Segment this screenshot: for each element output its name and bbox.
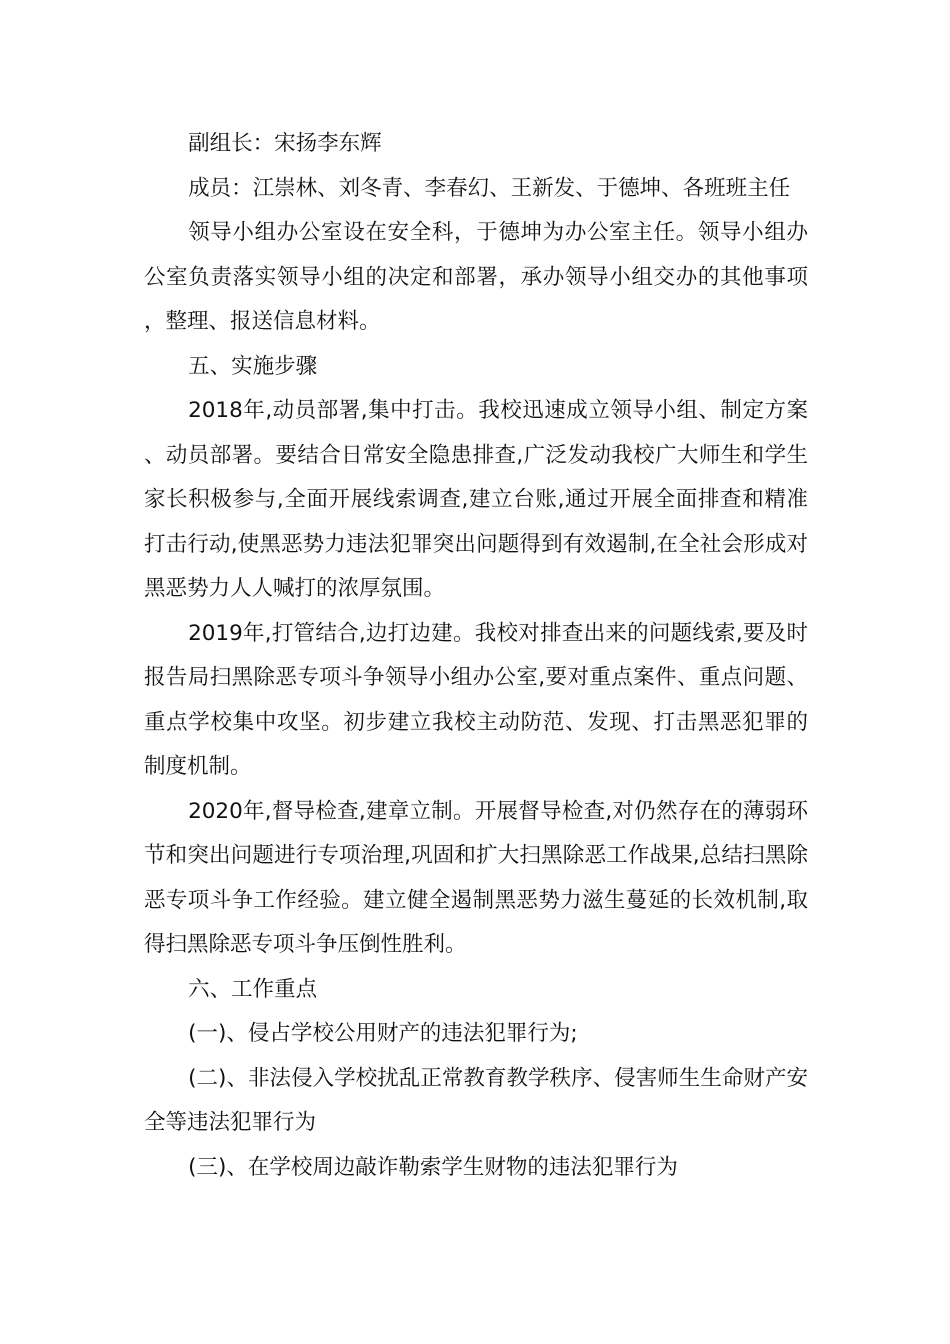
document-body (144, 122, 808, 1190)
focus-item-3: (三)、在学校周边敲诈勒索学生财物的违法犯罪行为 (188, 1154, 678, 1180)
deputy-leaders-line: 副组长：宋扬李东辉 (188, 131, 382, 156)
focus-item-2: (二)、非法侵入学校扰乱正常教育教学秩序、侵害师生生命财产安全等违法犯罪行为 (144, 1065, 808, 1135)
step-2018-paragraph: 2018年,动员部署,集中打击。我校迅速成立领导小组、制定方案、动员部署。要结合日常安全隐患排查,广泛发动我校广大师生和学生家长积极参与,全面开展线索调查,建立台账,通过开展全面排查和精准打击行动,使黑恶势力违法犯罪突出问题得到有效遏制,在全社会形成对黑恶势力人人喊打的浓厚氛围。 (144, 398, 808, 601)
office-paragraph: 领导小组办公室设在安全科，于德坤为办公室主任。领导小组办公室负责落实领导小组的决定和部署，承办领导小组交办的其他事项，整理、报送信息材料。 (144, 220, 808, 334)
section-heading-implementation-steps: 五、实施步骤 (188, 353, 318, 379)
step-2020-paragraph: 2020年,督导检查,建章立制。开展督导检查,对仍然存在的薄弱环节和突出问题进行专项治理,巩固和扩大扫黑除恶工作战果,总结扫黑除恶专项斗争工作经验。建立健全遏制黑恶势力滋生蔓延的长效机制,取得扫黑除恶专项斗争压倒性胜利。 (144, 798, 808, 957)
step-2019-paragraph: 2019年,打管结合,边打边建。我校对排查出来的问题线索,要及时报告局扫黑除恶专项斗争领导小组办公室,要对重点案件、重点问题、重点学校集中攻坚。初步建立我校主动防范、发现、打击黑恶犯罪的制度机制。 (144, 620, 808, 779)
section-heading-work-focus: 六、工作重点 (188, 976, 318, 1002)
members-line: 成员：江崇林、刘冬青、李春幻、王新发、于德坤、各班班主任 (188, 175, 791, 201)
focus-item-1: (一)、侵占学校公用财产的违法犯罪行为; (188, 1021, 578, 1046)
